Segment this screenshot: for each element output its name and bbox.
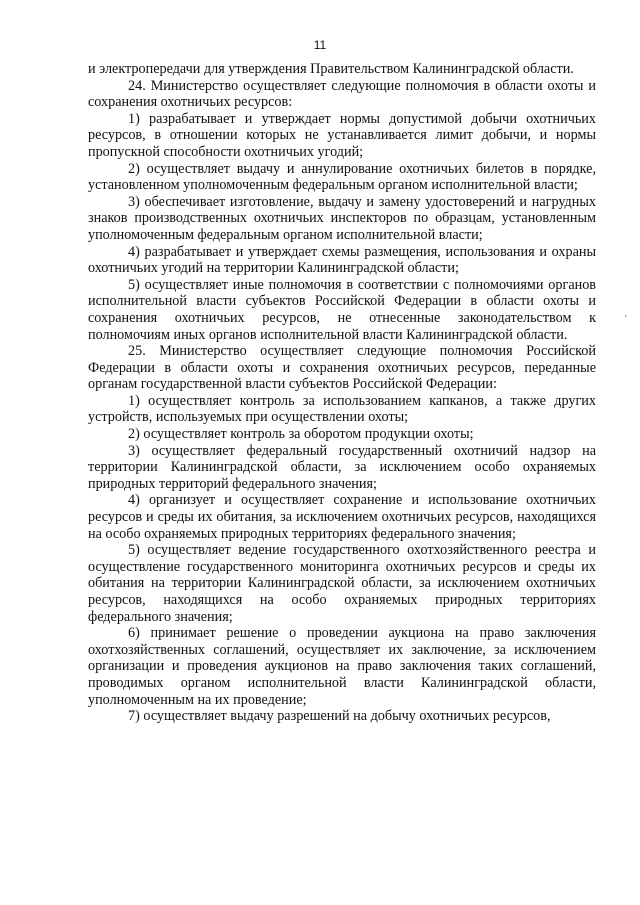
paragraph: 3) обеспечивает изготовление, выдачу и замену удостоверений и нагрудных знаков производственных охотничьих инспекторов по образцам, установленным уполномоченным федеральным органом исполнительной власти; [88,193,596,243]
paragraph: 6) принимает решение о проведении аукциона на право заключения охотхозяйственных соглашений, осуществляет их заключение, за исключением организации и проведения аукционов на право заключения таких соглашений, проводимых органом исполнительной власти Калининградской области, уполномоченным на их проведение; [88,625,596,708]
paragraph: 7) осуществляет выдачу разрешений на добычу охотничьих ресурсов, [128,708,551,725]
page-number: 11 [313,38,327,52]
paragraph: 4) организует и осуществляет сохранение и использование охотничьих ресурсов и среды их обитания, за исключением охотничьих ресурсов, находящихся на особо охраняемых природных территориях федерального значения; [88,492,596,542]
margin-mark: ’ [624,314,628,325]
paragraph: 1) осуществляет контроль за использованием капканов, а также других устройств, используемых при осуществлении охоты; [88,392,596,426]
paragraph: и электропередачи для утверждения Правительством Калининградской области. [88,61,574,77]
paragraph: 25. Министерство осуществляет следующие полномочия Российской Федерации в области охоты и сохранения охотничьих ресурсов, переданные органам государственной власти субъектов Российской Федерации: [88,343,596,393]
paragraph: 1) разрабатывает и утверждает нормы допустимой добычи охотничьих ресурсов, в отношении которых не устанавливается лимит добычи, и нормы пропускной способности охотничьих угодий; [88,110,596,160]
document-body [88,61,596,725]
paragraph: 2) осуществляет выдачу и аннулирование охотничьих билетов в порядке, установленном уполномоченным федеральным органом исполнительной власти; [88,160,596,194]
paragraph: 2) осуществляет контроль за оборотом продукции охоты; [128,426,474,443]
paragraph: 5) осуществляет иные полномочия в соответствии с полномочиями органов исполнительной власти субъектов Российской Федерации в области охоты и сохранения охотничьих ресурсов, не отнесенные законодательством к полномочиям иных органов исполнительной власти Калининградской области. [88,276,596,343]
paragraph: 5) осуществляет ведение государственного охотхозяйственного реестра и осуществление государственного мониторинга охотничьих ресурсов и среды их обитания на территории Калининградской области, за исключением охотничьих ресурсов, находящихся на особо охраняемых природных территориях федерального значения; [88,542,596,625]
paragraph: 24. Министерство осуществляет следующие полномочия в области охоты и сохранения охотничьих ресурсов: [88,77,596,111]
paragraph: 4) разрабатывает и утверждает схемы размещения, использования и охраны охотничьих угодий на территории Калининградской области; [88,243,596,277]
paragraph: 3) осуществляет федеральный государственный охотничий надзор на территории Калининградской области, за исключением особо охраняемых природных территорий федерального значения; [88,442,596,492]
